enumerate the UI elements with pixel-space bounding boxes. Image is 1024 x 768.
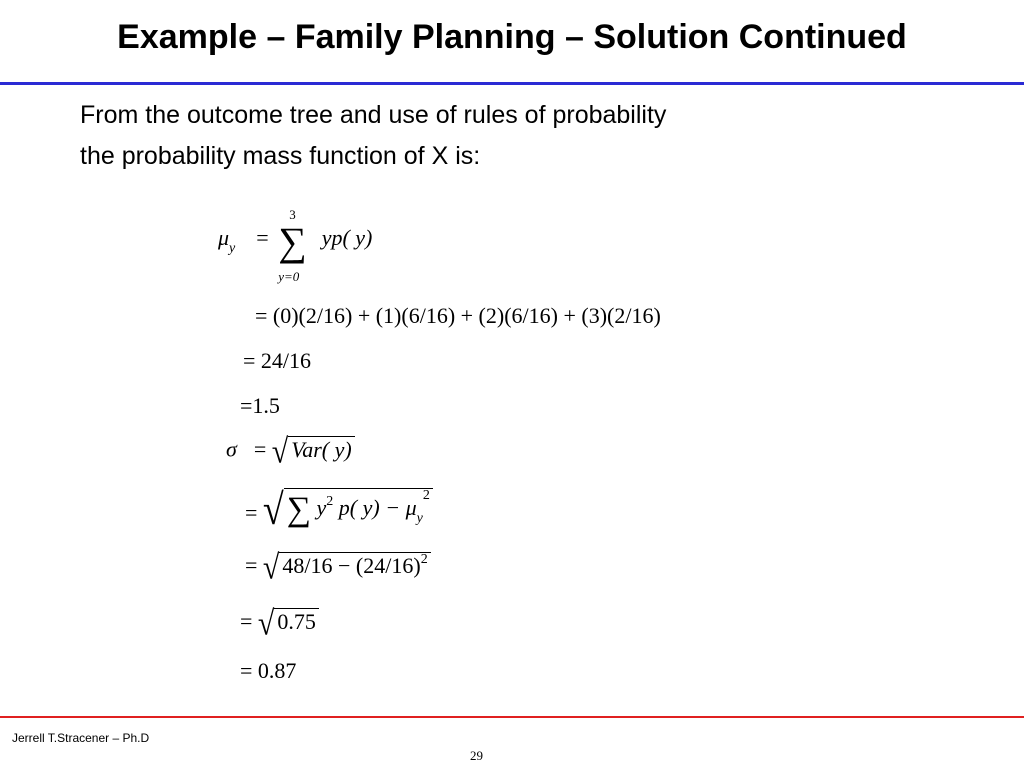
mu-symbol: μ: [405, 495, 417, 521]
title-divider: [0, 82, 1024, 85]
sqrt-line-8: [257, 604, 319, 643]
sum-symbol: ∑: [286, 491, 312, 528]
equation-line-4: =1.5: [240, 393, 280, 418]
variance-radicand: [284, 488, 433, 527]
sigma-symbol: σ: [226, 436, 237, 462]
var-term: Var( y): [288, 436, 354, 461]
y-term: y: [316, 495, 327, 521]
radical-sign: √: [262, 548, 280, 587]
line-7-exponent: 2: [420, 552, 428, 567]
mu-exponent: 2: [422, 488, 430, 504]
equation-mean-definition: [218, 207, 373, 284]
sum-upper-limit: 3: [289, 207, 296, 222]
mu-subscript: y: [229, 241, 236, 257]
equation-line-2: = (0)(2/16) + (1)(6/16) + (2)(6/16) + (3)(2/16): [255, 303, 661, 328]
line-8-inner: 0.75: [274, 608, 319, 633]
equation-line-8: [240, 604, 319, 643]
radical-sign: √: [271, 432, 289, 471]
equals-sign: =: [245, 552, 258, 578]
sqrt-variance-formula: [262, 485, 433, 535]
intro-line-2: the probability mass function of X is:: [80, 142, 481, 170]
line-7-radicand: [279, 552, 430, 577]
page-number: 29: [470, 748, 483, 763]
equation-line-6: [245, 485, 433, 535]
author-credit: Jerrell T.Stracener – Ph.D: [12, 731, 150, 745]
intro-line-1: From the outcome tree and use of rules of probability: [80, 101, 667, 129]
radical-sign: √: [257, 604, 275, 643]
sqrt-var: [271, 432, 355, 471]
p-term: p( y) −: [338, 495, 406, 521]
equals-sign: =: [245, 499, 258, 525]
equals-sign: =: [240, 608, 253, 634]
mu-subscript: y: [416, 511, 423, 527]
y-exponent: 2: [326, 494, 334, 510]
equals-sign: =: [253, 436, 267, 462]
slide-title: Example – Family Planning – Solution Continued: [117, 18, 907, 56]
summation: [278, 207, 312, 284]
footer-divider: [0, 716, 1024, 718]
equals-sign: =: [256, 225, 269, 251]
equation-line-7: [245, 548, 431, 587]
intro-text: [80, 95, 900, 177]
sum-term: yp( y): [321, 225, 373, 251]
equation-line-9: = 0.87: [240, 658, 297, 683]
sqrt-line-7: [262, 548, 431, 587]
sum-symbol: ∑: [278, 219, 307, 264]
radical-sign: √: [262, 485, 284, 535]
equation-std-definition: [226, 432, 355, 471]
mu-symbol: μ: [218, 225, 230, 251]
line-7-inner: 48/16 − (24/16): [282, 553, 421, 578]
sum-lower-limit: y=0: [278, 269, 300, 284]
equation-line-3: = 24/16: [243, 348, 312, 373]
